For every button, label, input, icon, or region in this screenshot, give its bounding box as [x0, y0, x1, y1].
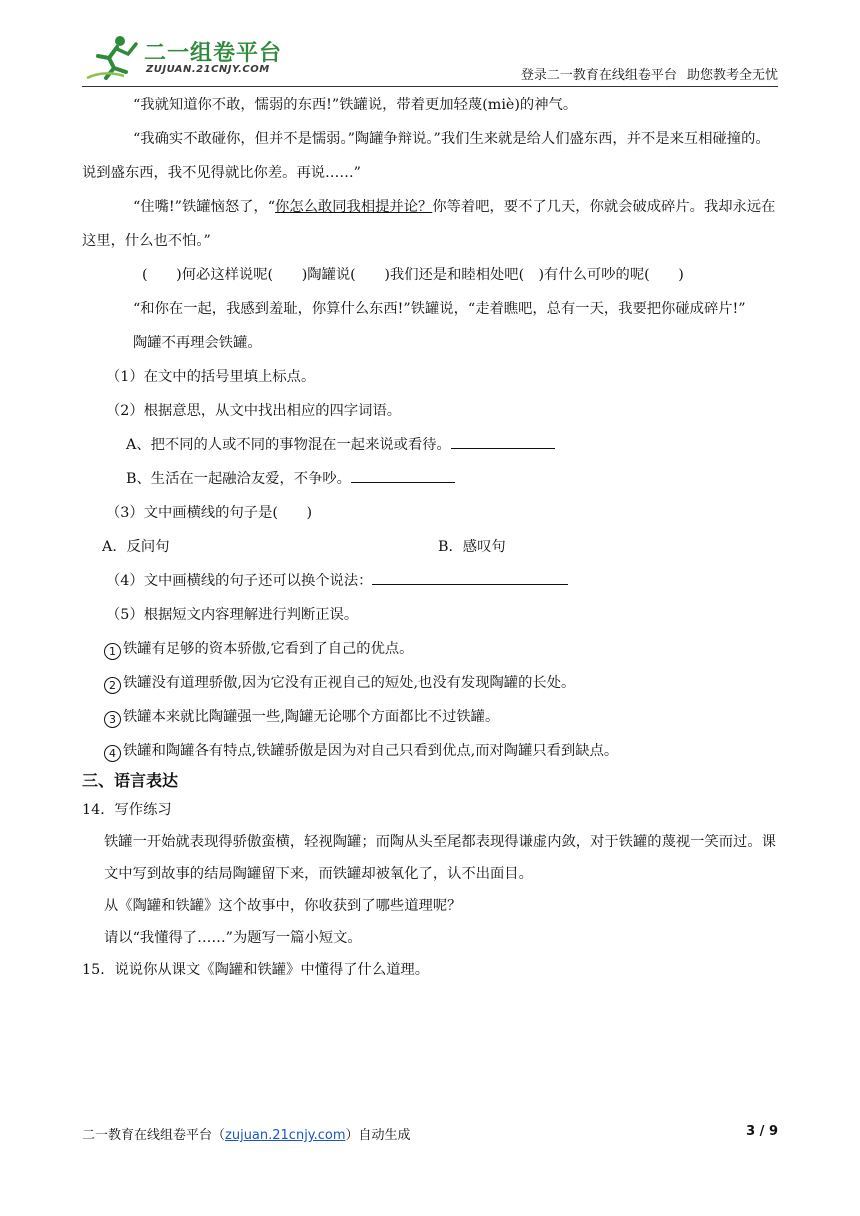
question-15: 15．说说你从课文《陶罐和铁罐》中懂得了什么道理。: [82, 962, 430, 978]
choice-b[interactable]: B．感叹句: [438, 539, 506, 555]
footer-link[interactable]: zujuan.21cnjy.com: [225, 1128, 346, 1143]
passage-text: “住嘴!”铁罐恼怒了，“: [133, 199, 276, 215]
question-4-text: （4）文中画横线的句子还可以换个说法：: [106, 573, 373, 589]
circled-number-1: 1: [104, 643, 121, 660]
judgement-text: 铁罐和陶罐各有特点,铁罐骄傲是因为对自己只看到优点,而对陶罐只看到缺点。: [123, 743, 619, 759]
answer-blank[interactable]: [372, 570, 568, 585]
punctuation-exercise: ( )何必这样说呢( )陶罐说( )我们还是和睦相处吧( )有什么可吵的呢( ): [142, 267, 684, 283]
running-figure-icon: [84, 34, 140, 80]
header-slogan[interactable]: 登录二一教育在线组卷平台 助您教考全无忧: [520, 68, 778, 83]
question-2: （2）根据意思，从文中找出相应的四字词语。: [106, 403, 402, 419]
circled-number-2: 2: [104, 677, 121, 694]
header-divider: [82, 86, 778, 87]
judgement-item: [82, 734, 778, 768]
question-4: [82, 564, 778, 598]
question-2-item-b: [82, 462, 778, 496]
answer-blank[interactable]: [351, 468, 455, 483]
question-1: （1）在文中的括号里填上标点。: [106, 369, 316, 385]
judgement-item: [82, 632, 778, 666]
circled-number-4: 4: [104, 745, 121, 762]
question-14-title: 14．写作练习: [82, 802, 172, 818]
question-3: （3）文中画横线的句子是( ): [106, 505, 313, 521]
passage-text: 你等着吧，要不了几天，你就会破成碎片。我却永远在这里，什么也不怕。”: [82, 199, 776, 249]
page-header: [0, 0, 860, 88]
logo-subtitle: ZUJUAN.21CNJY.COM: [146, 64, 270, 75]
circled-number-3: 3: [104, 711, 121, 728]
judgement-text: 铁罐本来就比陶罐强一些,陶罐无论哪个方面都比不过铁罐。: [123, 709, 500, 725]
passage-paragraph: “我就知道你不敢，懦弱的东西!”铁罐说，带着更加轻蔑(miè)的神气。: [133, 97, 578, 113]
question-5: （5）根据短文内容理解进行判断正误。: [106, 607, 359, 623]
page-content: [82, 88, 778, 986]
passage-paragraph: 陶罐不再理会铁罐。: [133, 335, 262, 351]
question-2-item-a-text: A、把不同的人或不同的事物混在一起来说或看待。: [126, 437, 451, 453]
passage-paragraph: “我确实不敢碰你，但并不是懦弱。”陶罐争辩说。”我们生来就是给人们盛东西，并不是来互相碰撞的。说到盛东西，我不见得就比你差。再说……”: [82, 131, 770, 181]
section-title: 三、语言表达: [82, 771, 179, 790]
judgement-item: [82, 700, 778, 734]
answer-blank[interactable]: [451, 434, 555, 449]
footer-suffix: ）自动生成: [345, 1128, 411, 1143]
passage-paragraph: “和你在一起，我感到羞耻，你算什么东西!”铁罐说，“走着瞧吧，总有一天，我要把你碰成碎片!”: [133, 301, 746, 317]
underlined-sentence: 你怎么敢同我相提并论？: [275, 199, 433, 215]
question-14-paragraph: 从《陶罐和铁罐》这个故事中，你收获到了哪些道理呢？: [104, 898, 462, 914]
page-footer: [82, 1124, 778, 1146]
choice-a[interactable]: A．反问句: [102, 539, 170, 555]
logo-title: 二一组卷平台: [144, 41, 283, 66]
question-3-choices: [82, 530, 778, 564]
passage-paragraph: [82, 190, 778, 258]
footer-source: [82, 1124, 411, 1143]
question-2-item-b-text: B、生活在一起融洽友爱，不争吵。: [126, 471, 351, 487]
question-14-paragraph: 铁罐一开始就表现得骄傲蛮横，轻视陶罐；而陶从头至尾都表现得谦虚内敛，对于铁罐的蔑视一笑而过。课文中写到故事的结局陶罐留下来，而铁罐却被氧化了，认不出面目。: [104, 834, 776, 882]
judgement-item: [82, 666, 778, 700]
footer-prefix: 二一教育在线组卷平台（: [82, 1128, 226, 1143]
question-2-item-a: [82, 428, 778, 462]
page-number: 3 / 9: [746, 1124, 778, 1139]
judgement-text: 铁罐有足够的资本骄傲,它看到了自己的优点。: [123, 641, 414, 657]
judgement-text: 铁罐没有道理骄傲,因为它没有正视自己的短处,也没有发现陶罐的长处。: [123, 675, 576, 691]
question-14-paragraph: 请以“我懂得了……”为题写一篇小短文。: [104, 930, 362, 946]
site-logo[interactable]: [84, 34, 284, 80]
